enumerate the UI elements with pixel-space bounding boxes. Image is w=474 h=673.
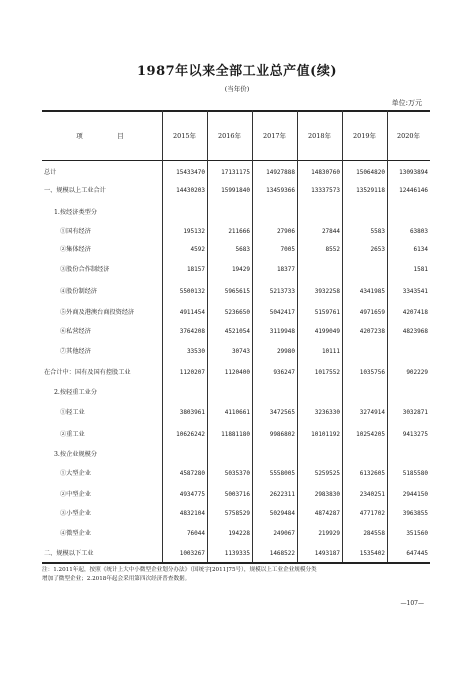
value-cell: 5042417 [269,309,295,316]
year-header-2015: 2015年 [172,131,197,140]
value-cell: 13459366 [266,187,295,194]
value-cell: 10626242 [176,431,205,438]
year-header-2019: 2019年 [352,131,377,140]
footnote-line: 增加了微型企业；2.2018年起会采用第四次经济普查数据。 [42,576,191,582]
value-cell: 351560 [406,530,428,537]
value-cell: 3472565 [269,409,295,416]
value-cell: 1468522 [269,550,295,557]
row-label: 2.按轻重工业分 [54,389,98,396]
value-cell: 5500132 [179,288,205,295]
table-row [42,408,430,418]
value-cell: 2944150 [402,491,428,498]
table-row [42,529,430,539]
value-cell: 76044 [186,530,205,537]
value-cell: 647445 [406,550,428,557]
value-cell: 4207238 [359,328,385,335]
row-label: ④微型企业 [60,530,91,537]
value-cell: 5583 [370,228,385,235]
unit-label: 单位:万元 [391,99,422,107]
value-cell: 33530 [186,348,205,355]
value-cell: 5035370 [224,470,250,477]
row-label: ①国有经济 [60,228,91,235]
value-cell: 5029484 [269,510,295,517]
value-cell: 211666 [228,228,250,235]
value-cell: 3032871 [402,409,428,416]
value-cell: 30743 [231,348,250,355]
value-cell: 1120207 [179,369,205,376]
value-cell: 14927888 [266,169,295,176]
value-cell: 4207418 [402,309,428,316]
value-cell: 1581 [413,266,428,273]
value-cell: 11881180 [221,431,250,438]
value-cell: 3119948 [269,328,295,335]
value-cell: 9986802 [269,431,295,438]
value-cell: 3343541 [402,288,428,295]
value-cell: 18157 [186,266,205,273]
row-label: 1.按经济类型分 [54,209,98,216]
value-cell: 1003267 [179,550,205,557]
header-bottom-rule [42,160,430,161]
value-cell: 4521054 [224,328,250,335]
value-cell: 7005 [280,246,295,253]
table-row [42,368,430,378]
value-cell: 2622311 [269,491,295,498]
value-cell: 902229 [406,369,428,376]
year-header-2020: 2020年 [396,131,421,140]
row-label: ⑦其他经济 [60,348,91,355]
table-row [42,347,430,357]
value-cell: 6134 [413,246,428,253]
value-cell: 3963855 [402,510,428,517]
value-cell: 3803961 [179,409,205,416]
table-row [42,509,430,519]
value-cell: 14430203 [176,187,205,194]
value-cell: 4771702 [359,510,385,517]
value-cell: 17131175 [221,169,250,176]
page-number: —107— [400,600,424,607]
value-cell: 10111 [321,348,340,355]
value-cell: 13529118 [356,187,385,194]
row-label: ⑤外商及港澳台商投资经济 [60,309,135,316]
table-row [42,245,430,255]
table-row [42,287,430,297]
table-row [42,490,430,500]
value-cell: 195132 [183,228,205,235]
value-cell: 5236650 [224,309,250,316]
row-label: ②集体经济 [60,246,91,253]
value-cell: 15064820 [356,169,385,176]
row-label: ③股份合作制经济 [60,266,110,273]
value-cell: 19429 [231,266,250,273]
table-row [42,450,430,460]
value-cell: 5558005 [269,470,295,477]
value-cell: 4832104 [179,510,205,517]
value-cell: 10254205 [356,431,385,438]
value-cell: 4341985 [359,288,385,295]
value-cell: 5003716 [224,491,250,498]
value-cell: 1139335 [224,550,250,557]
value-cell: 10101192 [311,431,340,438]
value-cell: 5758529 [224,510,250,517]
value-cell: 12446146 [399,187,428,194]
value-cell: 936247 [273,369,295,376]
footnote [42,566,432,584]
value-cell: 4971659 [359,309,385,316]
value-cell: 4587280 [179,470,205,477]
value-cell: 249067 [273,530,295,537]
value-cell: 8552 [325,246,340,253]
value-cell: 194228 [228,530,250,537]
value-cell: 63803 [409,228,428,235]
table-row [42,388,430,398]
value-cell: 27906 [276,228,295,235]
row-label: ①大型企业 [60,470,91,477]
row-label: ④股份制经济 [60,288,98,295]
value-cell: 3764208 [179,328,205,335]
value-cell: 18377 [276,266,295,273]
value-cell: 1535402 [359,550,385,557]
value-cell: 4110661 [224,409,250,416]
value-cell: 1493187 [314,550,340,557]
value-cell: 5185580 [402,470,428,477]
value-cell: 14830760 [311,169,340,176]
value-cell: 5683 [235,246,250,253]
value-cell: 6132605 [359,470,385,477]
row-label: ①轻工业 [60,409,85,416]
row-label: 一、规模以上工业合计 [44,187,106,194]
table-row [42,430,430,440]
value-cell: 13093894 [399,169,428,176]
row-label: ③小型企业 [60,510,91,517]
table-row [42,265,430,275]
value-cell: 4874287 [314,510,340,517]
value-cell: 4199049 [314,328,340,335]
value-cell: 3274914 [359,409,385,416]
row-label: 总计 [44,169,57,176]
item-column-header: 项 目 [76,131,138,140]
price-basis-subtitle: (当年价) [224,85,250,93]
value-cell: 4823968 [402,328,428,335]
row-label: 3.按企业规模分 [54,451,98,458]
year-header-2016: 2016年 [217,131,242,140]
value-cell: 13337573 [311,187,340,194]
value-cell: 4911454 [179,309,205,316]
value-cell: 5965615 [224,288,250,295]
value-cell: 15991840 [221,187,250,194]
table-row [42,327,430,337]
value-cell: 2983830 [314,491,340,498]
row-label: ⑥私营经济 [60,328,91,335]
value-cell: 219929 [318,530,340,537]
row-label: ②中型企业 [60,491,91,498]
footnote-line: 注：1.2011年起，按照《统计上大中小微型企业划分办法》（国统字[2011]75号），规模以上工业企业规模分类 [42,567,317,573]
value-cell: 2653 [370,246,385,253]
year-header-2018: 2018年 [307,131,332,140]
value-cell: 1017552 [314,369,340,376]
table-row [42,549,430,559]
value-cell: 5259525 [314,470,340,477]
value-cell: 284558 [363,530,385,537]
value-cell: 3932258 [314,288,340,295]
table-row [42,168,430,178]
value-cell: 1035756 [359,369,385,376]
row-label: ②重工业 [60,431,85,438]
table-bottom-rule [42,562,430,564]
year-header-2017: 2017年 [262,131,287,140]
value-cell: 5159761 [314,309,340,316]
table-row [42,227,430,237]
table-title: 1987年以来全部工业总产值(续) [137,64,337,79]
value-cell: 5213733 [269,288,295,295]
value-cell: 4592 [190,246,205,253]
value-cell: 15433470 [176,169,205,176]
row-label: 在合计中：国有及国有控股工业 [44,369,131,376]
value-cell: 29980 [276,348,295,355]
value-cell: 3236330 [314,409,340,416]
value-cell: 4934775 [179,491,205,498]
table-row [42,308,430,318]
row-label: 二、规模以下工业 [44,550,94,557]
value-cell: 27844 [321,228,340,235]
table-row [42,186,430,196]
table-row [42,208,430,218]
value-cell: 1120400 [224,369,250,376]
table-row [42,469,430,479]
value-cell: 9413275 [402,431,428,438]
value-cell: 2340251 [359,491,385,498]
